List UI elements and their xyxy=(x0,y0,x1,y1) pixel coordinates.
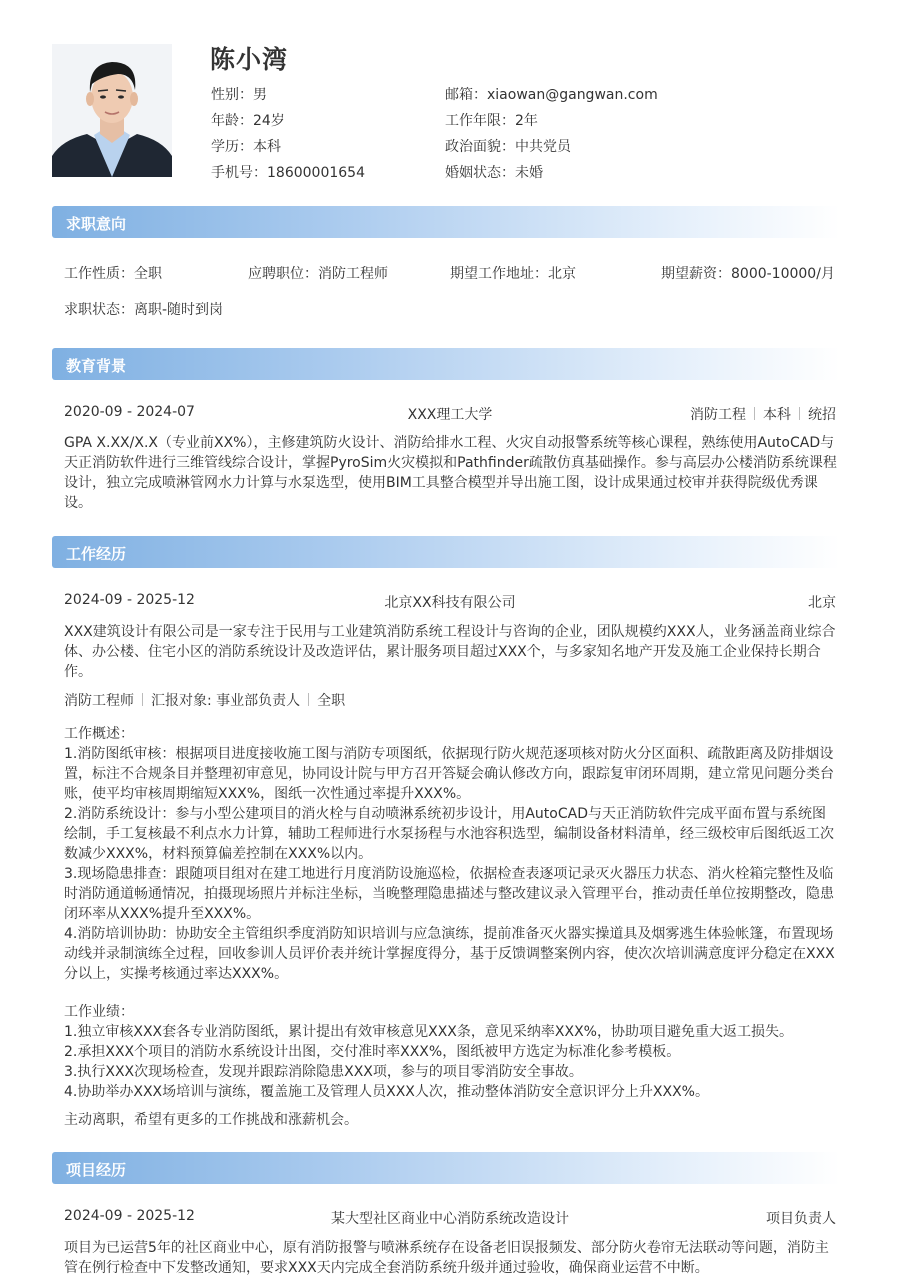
project-role: 项目负责人 xyxy=(766,1211,836,1227)
work-role-line xyxy=(64,690,345,710)
email-label: 邮箱： xyxy=(445,87,487,103)
phone-row xyxy=(211,162,365,182)
education-value: 本科 xyxy=(253,139,281,155)
marital-label: 婚姻状态： xyxy=(445,165,515,181)
project-name: 某大型社区商业中心消防系统改造设计 xyxy=(331,1211,569,1227)
education-date: 2020-09 - 2024-07 xyxy=(64,404,195,420)
intent-location-label: 期望工作地址： xyxy=(450,266,548,282)
section-title: 项目经历 xyxy=(66,1161,127,1179)
work-role: 消防工程师 xyxy=(64,693,134,709)
section-header-intent xyxy=(52,206,840,238)
work-city: 北京 xyxy=(808,595,836,611)
intent-type-label: 工作性质： xyxy=(64,266,134,282)
years-row xyxy=(445,110,538,130)
intent-salary xyxy=(661,263,835,283)
section-header-education xyxy=(52,348,840,380)
years-value: 2年 xyxy=(515,113,538,129)
email-row xyxy=(445,84,658,104)
profile-photo xyxy=(52,44,172,177)
section-header-work xyxy=(52,536,840,568)
politics-row xyxy=(445,136,571,156)
candidate-name: 陈小湾 xyxy=(210,45,289,74)
intent-status-value: 离职-随时到岗 xyxy=(134,302,224,318)
education-label: 学历： xyxy=(211,139,253,155)
work-overview: 工作概述： 1.消防图纸审核：根据项目进度接收施工图与消防专项图纸，依据现行防火规范逐项核对防火分区面积、疏散距离及防排烟设置，标注不合规条目并整理初审意见，协同设计院与甲方召开答疑会确认修改方向，跟踪复审闭环周期，建立常见问题分类台账，使平均审核周期缩短XXX%，图纸一次性通过率提升XXX%。 2.消防系统设计：参与小型公建项目的消火栓与自动喷淋系统初步设计，用AutoCAD与天正消防软件完成平面布置与系统图绘制，手工复核最不利点水力计算，辅助工程师进行水泵扬程与水池容积选型，编制设备材料清单，经三级校审后图纸返工次数减少XXX%，材料预算偏差控制在XXX%以内。 3.现场隐患排查：跟随项目组对在建工地进行月度消防设施巡检，依据检查表逐项记录灭火器压力状态、消火栓箱完整性及临时消防通道畅通情况，拍摄现场照片并标注坐标，当晚整理隐患描述与整改建议录入管理平台，推动责任单位按期整改，隐患闭环率从XXX%提升至XXX%。 4.消防培训协助：协助安全主管组织季度消防知识培训与应急演练，提前准备灭火器实操道具及烟雾逃生体验帐篷，布置现场动线并录制演练全过程，回收参训人员评价表并统计掌握度得分，基于反馈调整案例内容，使次次培训满意度评分稳定在XXX分以上，实操考核通过率达XXX%。 xyxy=(64,726,835,982)
divider xyxy=(754,407,755,420)
education-degree: 本科 xyxy=(763,407,791,423)
project-description: 项目为已运营5年的社区商业中心，原有消防报警与喷淋系统存在设备老旧误报频发、部分防火卷帘无法联动等问题，消防主管在例行检查中下发整改通知，要求XXX天内完成全套消防系统升级并通过验收，确保商业运营不中断。 xyxy=(64,1240,829,1276)
leave-reason: 主动离职，希望有更多的工作挑战和涨薪机会。 xyxy=(64,1112,358,1128)
section-title: 工作经历 xyxy=(66,545,127,563)
education-description: GPA X.XX/X.X（专业前XX%），主修建筑防火设计、消防给排水工程、火灾自动报警系统等核心课程，熟练使用AutoCAD与天正消防软件进行三维管线综合设计，掌握PyroSim火灾模拟和Pathfinder疏散仿真基础操作。参与高层办公楼消防系统课程设计，独立完成喷淋管网水力计算与水泵选型，使用BIM工具整合模型并导出施工图，设计成果通过校审并获得院级优秀课设。 xyxy=(64,435,837,511)
phone-label: 手机号： xyxy=(211,165,267,181)
gender-row xyxy=(211,84,267,104)
intent-position-label: 应聘职位： xyxy=(248,266,318,282)
age-label: 年龄： xyxy=(211,113,253,129)
email-value[interactable]: xiaowan@gangwan.com xyxy=(487,87,658,103)
politics-label: 政治面貌： xyxy=(445,139,515,155)
intent-status xyxy=(64,299,223,319)
avatar-illustration xyxy=(52,44,172,177)
work-date: 2024-09 - 2025-12 xyxy=(64,592,195,608)
intent-type xyxy=(64,263,162,283)
intent-salary-value: 8000-10000/月 xyxy=(731,266,835,282)
divider xyxy=(142,693,143,706)
years-label: 工作年限： xyxy=(445,113,515,129)
project-date: 2024-09 - 2025-12 xyxy=(64,1208,195,1224)
gender-label: 性别： xyxy=(211,87,253,103)
politics-value: 中共党员 xyxy=(515,139,571,155)
education-major: 消防工程 xyxy=(690,407,746,423)
gender-value: 男 xyxy=(253,87,267,103)
intent-salary-label: 期望薪资： xyxy=(661,266,731,282)
work-mode: 全职 xyxy=(317,693,346,709)
education-mode: 统招 xyxy=(808,407,836,423)
section-title: 求职意向 xyxy=(66,215,127,233)
work-report: 汇报对象: 事业部负责人 xyxy=(151,693,301,709)
company-description: XXX建筑设计有限公司是一家专注于民用与工业建筑消防系统工程设计与咨询的企业，团队规模约XXX人，业务涵盖商业综合体、办公楼、住宅小区的消防系统设计及改造评估，累计服务项目超过XXX个，与多家知名地产开发及施工企业保持长期合作。 xyxy=(64,624,836,680)
intent-type-value: 全职 xyxy=(134,266,162,282)
work-company: 北京XX科技有限公司 xyxy=(384,595,516,611)
education-meta xyxy=(690,404,836,424)
phone-value: 18600001654 xyxy=(267,165,365,181)
section-title: 教育背景 xyxy=(66,357,127,375)
work-achievements: 工作业绩： 1.独立审核XXX套各专业消防图纸，累计提出有效审核意见XXX条，意见采纳率XXX%，协助项目避免重大返工损失。 2.承担XXX个项目的消防水系统设计出图，交付准时率XXX%，图纸被甲方选定为标准化参考模板。 3.执行XXX次现场检查，发现并跟踪消除隐患XXX项，参与的项目零消防安全事故。 4.协助举办XXX场培训与演练，覆盖施工及管理人员XXX人次，推动整体消防安全意识评分上升XXX%。 xyxy=(64,1004,793,1100)
intent-location-value: 北京 xyxy=(548,266,576,282)
marital-row xyxy=(445,162,543,182)
intent-position-value: 消防工程师 xyxy=(318,266,388,282)
intent-status-label: 求职状态： xyxy=(64,302,134,318)
marital-value: 未婚 xyxy=(515,165,543,181)
divider xyxy=(308,693,309,706)
education-row xyxy=(211,136,281,156)
age-row xyxy=(211,110,285,130)
intent-location xyxy=(450,263,576,283)
section-header-project xyxy=(52,1152,840,1184)
intent-position xyxy=(248,263,388,283)
divider xyxy=(799,407,800,420)
education-school: XXX理工大学 xyxy=(407,407,493,423)
age-value: 24岁 xyxy=(253,113,285,129)
